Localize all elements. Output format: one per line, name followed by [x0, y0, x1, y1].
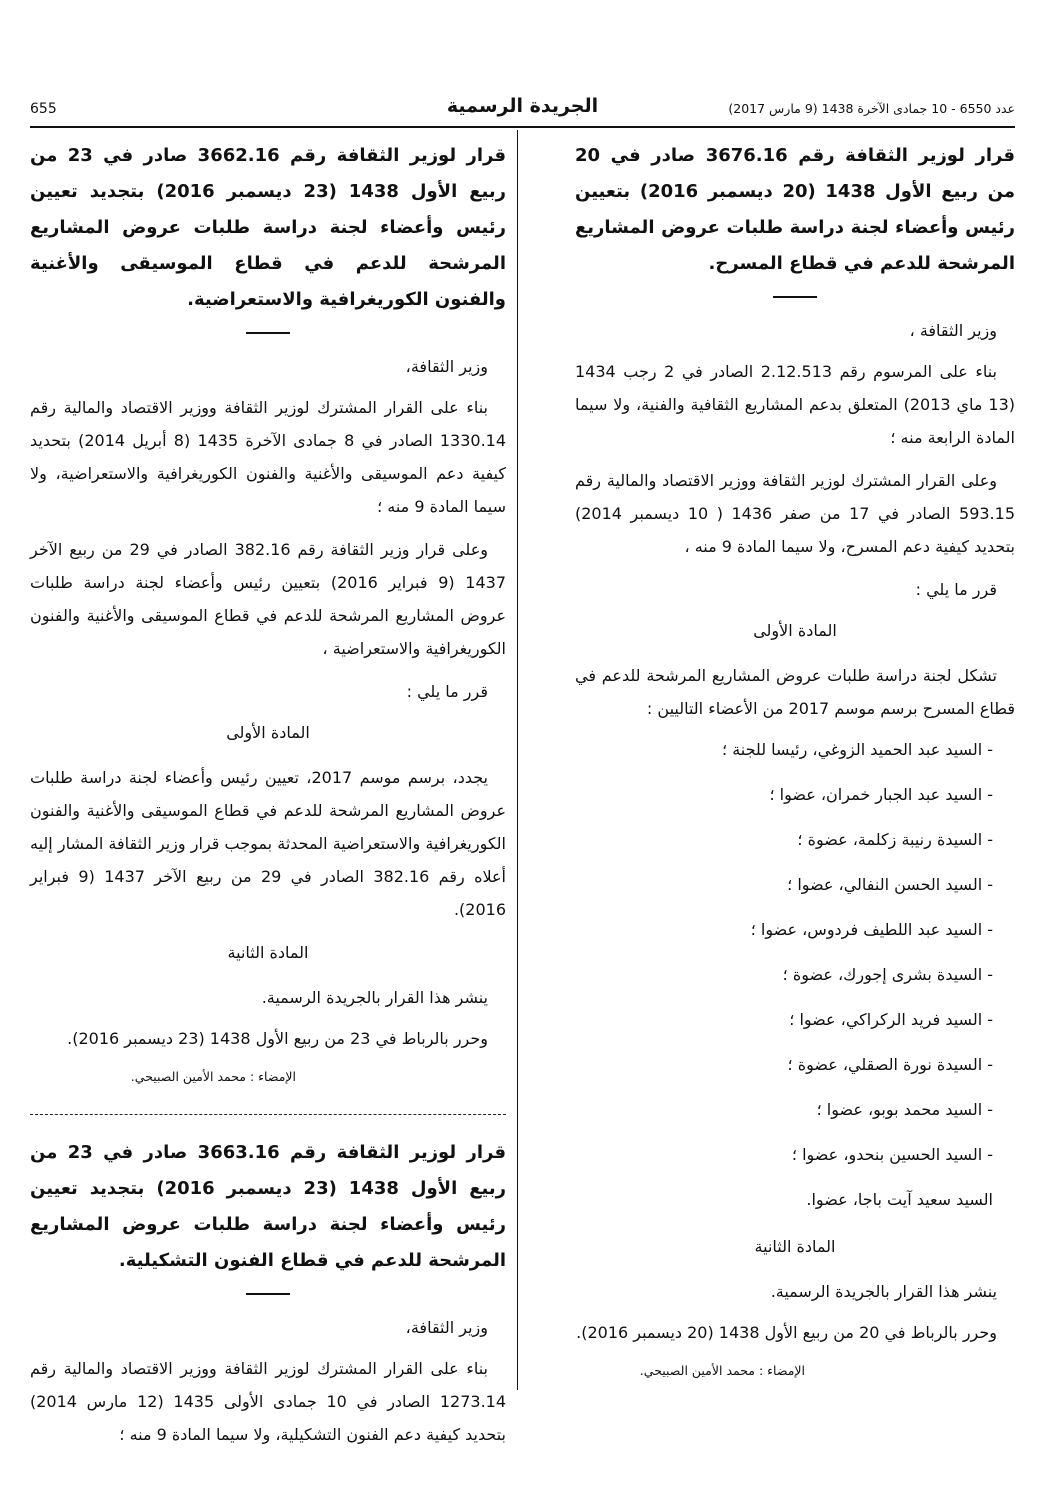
- signature: الإمضاء : محمد الأمين الصبيحي.: [639, 1363, 805, 1378]
- article-heading: المادة الثانية: [754, 1237, 836, 1256]
- title-separator: [773, 296, 817, 298]
- decree-divider: [30, 1114, 506, 1115]
- column-divider: [517, 130, 518, 1390]
- decree-title: قرار لوزير الثقافة رقم 3676.16 صادر في 20 من ربيع الأول 1438 (20 ديسمبر 2016) بتعيين رئيس وأعضاء لجنة دراسة طلبات عروض المشاريع المرشحة للدعم في قطاع المسرح.: [575, 145, 1016, 274]
- done-at-line: وحرر بالرباط في 23 من ربيع الأول 1438 (23 ديسمبر 2016).: [67, 1029, 488, 1048]
- preamble-paragraph: بناء على المرسوم رقم 2.12.513 الصادر في 2 رجب 1434 (13 ماي 2013) المتعلق بدعم المشاريع الثقافية والفنية، ولا سيما المادة الرابعة منه ؛: [575, 362, 1016, 447]
- preamble-paragraph: وعلى القرار المشترك لوزير الثقافة ووزير الاقتصاد والمالية رقم 593.15 الصادر في 17 من صفر 1436 ( 10 ديسمبر 2014) بتحديد كيفية دعم المسرح، ولا سيما المادة 9 منه ،: [575, 471, 1015, 556]
- header-rule: [30, 126, 1015, 128]
- article-text: ينشر هذا القرار بالجريدة الرسمية.: [770, 1282, 997, 1301]
- gazette-title: الجريدة الرسمية: [446, 95, 599, 117]
- decree-title: قرار لوزير الثقافة رقم 3663.16 صادر في 23 من ربيع الأول 1438 (23 ديسمبر 2016) بتجديد تعيين رئيس وأعضاء لجنة دراسة طلبات عروض المشاريع المرشحة للدعم في قطاع الفنون التشكيلية.: [30, 1142, 506, 1271]
- page-header: [30, 95, 1015, 125]
- minister-line: وزير الثقافة،: [405, 357, 488, 376]
- page-number: 655: [30, 101, 57, 117]
- decides-line: قرر ما يلي :: [406, 682, 488, 701]
- issue-info: عدد 6550 - 10 جمادى الآخرة 1438 (9 مارس 2017): [728, 101, 1015, 116]
- list-item: - السيد الحسين بنحدو، عضوا ؛: [791, 1145, 993, 1164]
- article-heading: المادة الثانية: [227, 943, 309, 962]
- minister-line: وزير الثقافة،: [405, 1318, 488, 1337]
- article-text: يجدد، برسم موسم 2017، تعيين رئيس وأعضاء لجنة دراسة طلبات عروض المشاريع المرشحة للدعم في قطاع الموسيقى والأغنية والفنون الكوريغرافية والاستعراضية المحدثة بموجب قرار وزير الثقافة المشار إليه أعلاه رقم 382.16 الصادر في 29 من ربيع الآخر 1437 (9 فبراير 2016).: [30, 768, 506, 919]
- preamble-paragraph: بناء على القرار المشترك لوزير الثقافة ووزير الاقتصاد والمالية رقم 1273.14 الصادر في 10 جمادى الأولى 1435 (12 مارس 2014) بتحديد كيفية دعم الفنون التشكيلية، ولا سيما المادة 9 منه ؛: [30, 1359, 507, 1444]
- done-at-line: وحرر بالرباط في 20 من ربيع الأول 1438 (20 ديسمبر 2016).: [576, 1323, 997, 1342]
- right-column: [575, 138, 1015, 1378]
- list-item: - السيد عبد اللطيف فردوس، عضوا ؛: [750, 920, 993, 939]
- list-item: - السيد محمد بوبو، عضوا ؛: [816, 1100, 993, 1119]
- title-separator: [246, 332, 290, 334]
- decides-line: قرر ما يلي :: [915, 580, 997, 599]
- signature: الإمضاء : محمد الأمين الصبيحي.: [130, 1069, 296, 1084]
- decree-title: قرار لوزير الثقافة رقم 3662.16 صادر في 23 من ربيع الأول 1438 (23 ديسمبر 2016) بتجديد تعيين رئيس وأعضاء لجنة دراسة طلبات عروض المشاريع المرشحة للدعم في قطاع الموسيقى والأغنية والفنون الكوريغرافية والاستعراضية.: [30, 145, 506, 310]
- members-list: [575, 735, 1015, 1214]
- list-item: - السيدة بشرى إجورك، عضوة ؛: [782, 965, 993, 984]
- list-item: - السيد عبد الحميد الزوغي، رئيسا للجنة ؛: [722, 740, 993, 759]
- list-item: - السيد فريد الركراكي، عضوا ؛: [789, 1010, 993, 1029]
- list-item: - السيدة رنيبة زكلمة، عضوة ؛: [797, 830, 993, 849]
- list-item: - السيد الحسن النفالي، عضوا ؛: [787, 875, 993, 894]
- minister-line: وزير الثقافة ،: [909, 321, 997, 340]
- title-separator: [246, 1293, 290, 1295]
- article-heading: المادة الأولى: [226, 723, 310, 742]
- left-column: [30, 138, 506, 1461]
- preamble-paragraph: وعلى قرار وزير الثقافة رقم 382.16 الصادر في 29 من ربيع الآخر 1437 (9 فبراير 2016) بتعيين رئيس وأعضاء لجنة دراسة طلبات عروض المشاريع المرشحة للدعم في قطاع الموسيقى والأغنية والفنون الكوريغرافية والاستعراضية ،: [30, 540, 507, 658]
- list-item: السيد سعيد آيت باجا، عضوا.: [806, 1190, 993, 1209]
- article-text: تشكل لجنة دراسة طلبات عروض المشاريع المرشحة للدعم في قطاع المسرح برسم موسم 2017 من الأعضاء التاليين :: [575, 666, 1015, 718]
- list-item: - السيد عبد الجبار خمران، عضوا ؛: [769, 785, 993, 804]
- list-item: - السيدة نورة الصقلي، عضوة ؛: [787, 1055, 993, 1074]
- preamble-paragraph: بناء على القرار المشترك لوزير الثقافة ووزير الاقتصاد والمالية رقم 1330.14 الصادر في 8 جمادى الآخرة 1435 (8 أبريل 2014) بتحديد كيفية دعم الموسيقى والأغنية والفنون الكوريغرافية والاستعراضية، ولا سيما المادة 9 منه ؛: [30, 398, 507, 516]
- article-text: ينشر هذا القرار بالجريدة الرسمية.: [261, 988, 488, 1007]
- article-heading: المادة الأولى: [753, 621, 837, 640]
